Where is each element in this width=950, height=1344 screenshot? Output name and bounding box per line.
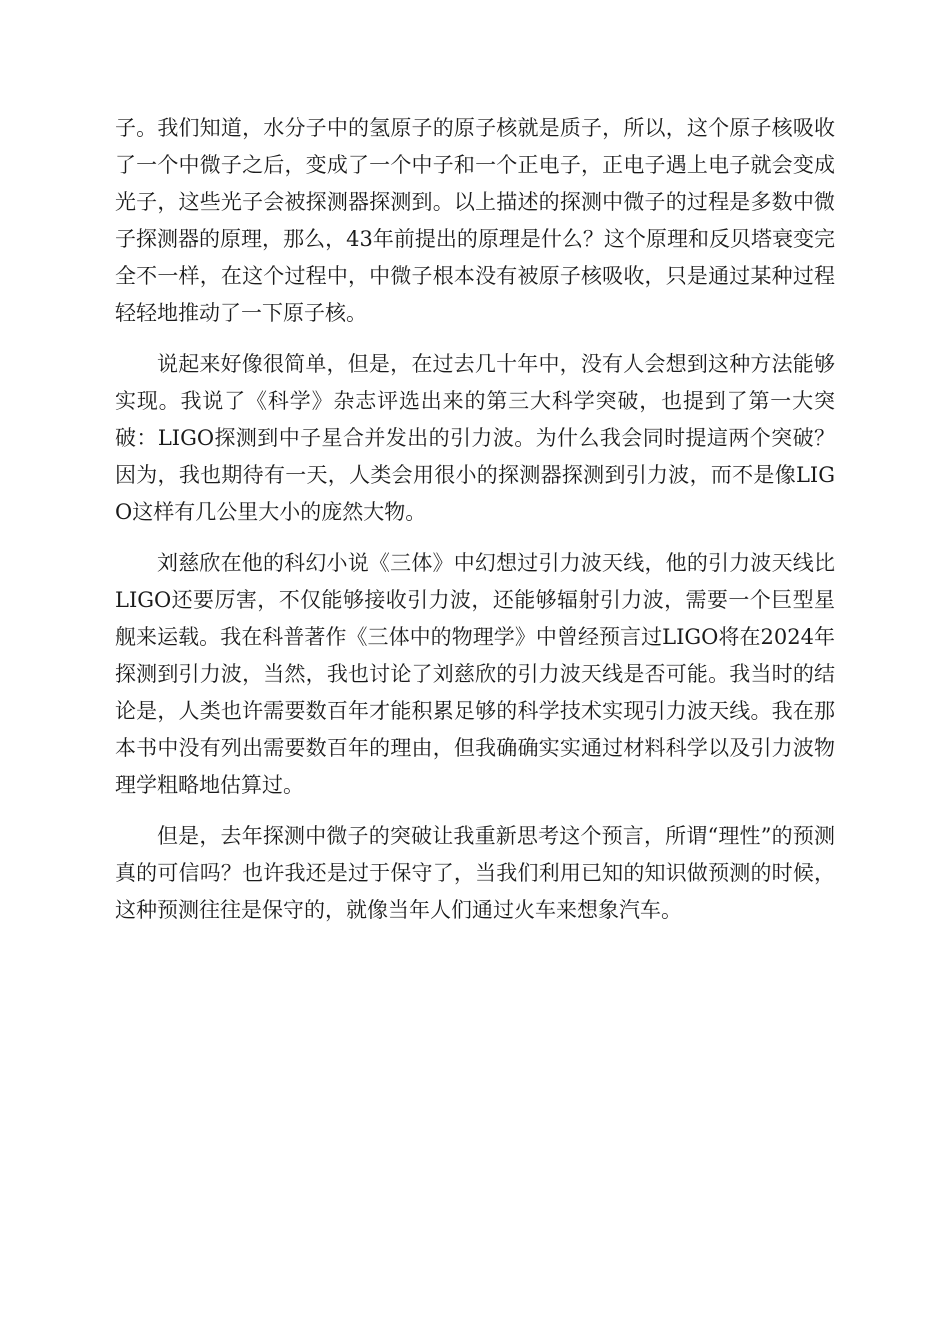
paragraph-3: 刘慈欣在他的科幻小说《三体》中幻想过引力波天线，他的引力波天线比LIGO还要厉害，不仅能够接收引力波，还能够辐射引力波，需要一个巨型星舰来运载。我在科普著作《三体中的物理学》中曾经预言过LIGO将在2024年探测到引力波，当然，我也讨论了刘慈欣的引力波天线是否可能。我当时的结论是，人类也许需要数百年才能积累足够的科学技术实现引力波天线。我在那本书中没有列出需要数百年的理由，但我确确实实通过材料科学以及引力波物理学粗略地估算过。 <box>115 551 835 797</box>
paragraph-2: 说起来好像很简单，但是，在过去几十年中，没有人会想到这种方法能够实现。我说了《科学》杂志评选出来的第三大科学突破，也提到了第一大突破：LIGO探测到中子星合并发出的引力波。为什么我会同时提這两个突破？因为，我也期待有一天，人类会用很小的探测器探测到引力波，而不是像LIGO这样有几公里大小的庞然大物。 <box>115 352 835 524</box>
document-body <box>115 110 835 943</box>
paragraph-1: 子。我们知道，水分子中的氢原子的原子核就是质子，所以，这个原子核吸收了一个中微子之后，变成了一个中子和一个正电子，正电子遇上电子就会变成光子，这些光子会被探测器探测到。以上描述的探测中微子的过程是多数中微子探测器的原理，那么，43年前提出的原理是什么？这个原理和反贝塔衰变完全不一样，在这个过程中，中微子根本没有被原子核吸收，只是通过某种过程轻轻地推动了一下原子核。 <box>115 116 835 325</box>
paragraph-4: 但是，去年探测中微子的突破让我重新思考这个预言，所谓“理性”的预测真的可信吗？也许我还是过于保守了，当我们利用已知的知识做预测的时候，这种预测往往是保守的，就像当年人们通过火车来想象汽车。 <box>115 824 835 922</box>
